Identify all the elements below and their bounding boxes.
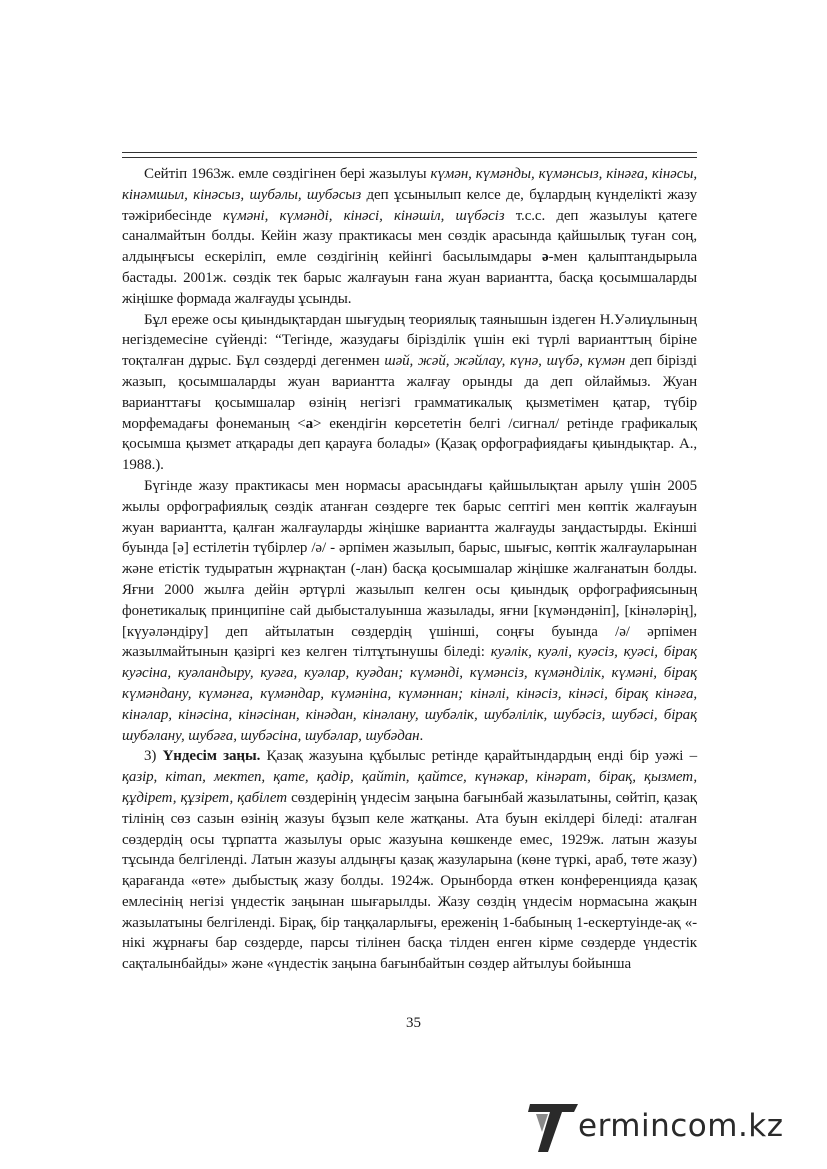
italic-text: куәлік, куәлі, куәсіз, куәсі, бірақ куәсіна, куәландыру, куәға, куәлар, куәдан; күмәнді, күмәнсіз, күмәнділік, күмәні, бірақ күмәндану, күмәнға, күмәндар, күмәніна, күмәннан; кінәлі, кінәсіз, кінәсі, бірақ кінәға, кінәлар, кінәсіна, кінәсінан, кінәдан, кінәлану, шубәлік, шубәлілік, шубәсіз, шубәсі, бірақ шубәлану, шубәға, шубәсіна, шубәлар, шубәдан — [122, 644, 697, 744]
text-run: Бұл ереже осы қиындықтардан шығудың теориялық таянышын іздеген Н.Уәлиұлының негіздемесіне сүйенді: “Тегінде, жазудағы біріздiлік үшін екі түрлі варианттың біріне тоқталған дұрыс. Бұл сөздерді дегенмен — [122, 311, 697, 370]
bold-text: Үндесім заңы. — [162, 748, 261, 765]
text-run: деп бірізді жазып, қосымшаларды жуан вариантта жалғау орынды да деп ойлаймыз. Жуан варианттағы қосымшалар өзінің негізгі грамматикалық қызметімен қатар, түбір морфемадағы фонеманың < — [122, 353, 698, 432]
text-run: . — [419, 727, 424, 744]
header-rule-top — [122, 152, 697, 153]
italic-text: шәй, жәй, жәйлау, күнә, шүбә, күмән — [384, 353, 626, 370]
text-run: деп ұсынылып келсе де, бұлардың күнделікті жазу тәжірибесінде — [122, 186, 697, 224]
text-run: 3) — [144, 748, 163, 765]
italic-text: күмән, күмәнды, күмәнсыз, кінәға, кінәсы, кінәмшыл, кінәсыз, шубәлы, шубәсыз — [122, 166, 697, 203]
italic-text: күмәні, күмәнді, кінәсі, кінәшіл, шүбәсіз — [222, 207, 505, 224]
text-run: сөздерінің үндесім заңына бағынбай жазылатыны, сөйтіп, қазақ тілінің сөз сазын өзінің жазуы бұзып келе жатқаны. Ата буын екілдері біледі: аталған сөздердің осы тұрпатта жазылуы орыс жазуына көшкенде емес, 1929ж. латын жазуы тұсында белгіленді. Латын жазуы алдыңғы қазақ жазуларына (көне түркі, араб, төте жазу) қарағанда «өте» дыбыстық жазу болды. 1924ж. Орынборда өткен конференцияда қазақ емлесінің негізі үндестік заңынан шығарылды. Жазу сөздің үндесім нормасына жақын жазылатыны белгіленді. Бірақ, бір таңқаларлығы, ереженің 1-бабының 1-ескертуінде-ақ «-нікі жұрнағы бар сөздерде, парсы тілінен басқа тілден енген кірме сөздерде үндестік сақталынбайды» және «үндестік заңына бағынбайтын сөздер айтылуы бойынша — [122, 789, 697, 973]
logo-text: ermincom.kz — [578, 1108, 784, 1144]
text-run: > екендігін көрсететін белгі /сигнал/ ретінде графикалық қосымша қызмет атқарады деп қарауға болады» (Қазақ орфографиядағы қиындықтар. А., 1988.). — [122, 415, 697, 474]
bold-text: а — [305, 415, 313, 432]
body-text — [122, 164, 697, 975]
text-run: Бүгінде жазу практикасы мен нормасы арасындағы қайшылықтан арылу үшін 2005 жылы орфографиялық сөздік атанған сөздерге тек барыс септігі мен көптік жалғауын жуан вариантта, қалған жалғауларды жіңішке вариантта жалғауды заңдастырды. Екінші буында [ә] естілетін түбірлер /ә/ - әрпімен жазылып, барыс, шығыс, көптік жалғауларынан және етістік тудыратын жұрнақтан (-лан) басқа қосымшалар жіңішке жалғанатын болды. Яғни 2000 жылға дейін әртүрлі жазылып келген осы қиындық орфографиясының фонетикалық принципіне сай дыбысталуынша жазылады, яғни [күмәндәніп], [кінәләрің], [күуәләндіру] деп айтылатын сөздердің үшінші, соңғы буында /ә/ әрпімен жазылмайтынын қазіргі кез келген тілтұтынушы біледі: — [122, 477, 697, 661]
text-run: Сейтіп 1963ж. емле сөздігінен бері жазылуы — [144, 166, 431, 182]
paragraph — [122, 164, 697, 310]
page-number: 35 — [406, 1015, 421, 1031]
paragraph — [122, 476, 697, 746]
termincom-logo[interactable] — [528, 1098, 818, 1154]
text-run: т.с.с. деп жазылуы қатеге саналмайтын болды. Кейін жазу практикасы мен сөздік арасында қайшылық туған соң, алдыңғысы ескеріліп, емле сөздігінің кейінгі басылымдары — [122, 207, 697, 266]
text-run: Қазақ жазуына құбылыс ретінде қарайтындардың енді бір уәжі – — [260, 748, 698, 765]
italic-text: қазір, кітап, мектеп, қате, қадір, қайтіп, қайтсе, күнәкар, кінәрат, бірақ, қызмет, құдірет, құзірет, қабілет — [122, 769, 697, 806]
header-rule-bottom — [122, 157, 697, 158]
paragraph — [122, 746, 697, 975]
text-run: -мен қалыптандырыла бастады. 2001ж. сөздік тек барыс жалғауын ғана жуан вариантта, басқа қосымшаларды жіңішке формада жалғауды ұсынды. — [122, 249, 697, 307]
paragraph — [122, 310, 697, 476]
bold-text: ә — [542, 249, 549, 266]
